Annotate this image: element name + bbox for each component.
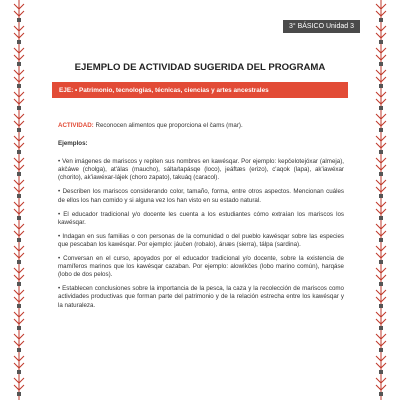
bullet-item: • Describen los mariscos considerando color, tamaño, forma, entre otros aspectos. Mencionan cuáles de ellos los han comido y si alguna vez los han visto en su estado natural. — [58, 188, 344, 204]
activity-text: Reconocen alimentos que proporciona el čams (mar). — [93, 122, 243, 129]
decorative-border-right — [374, 0, 388, 400]
examples-heading: Ejemplos: — [58, 140, 88, 148]
bullet-item: • Indagan en sus familias o con personas de la comunidad o del pueblo kawésqar sobre las especies que pescaban los kawésqar. Por ejemplo: jáučen (robalo), árıæs (sierra), tálpa (sardina). — [58, 232, 344, 248]
activity-content — [58, 122, 344, 316]
activity-label: ACTIVIDAD: — [58, 122, 94, 129]
eje-text: EJE: • Patrimonio, tecnologías, técnicas, ciencias y artes ancestrales — [59, 86, 269, 94]
activity-line — [58, 122, 344, 130]
bullet-item: • Conversan en el curso, apoyados por el educador tradicional y/o docente, sobre la existencia de mamíferos marinos que los kawésqar cazaban. Por ejemplo: alowíkčes (lobo marino común), harqáse (lobo de dos pelos). — [58, 255, 344, 279]
pattern-border-left-icon — [12, 0, 26, 400]
unit-badge: 3° BÁSICO Unidad 3 — [283, 20, 360, 33]
decorative-border-left — [12, 0, 26, 400]
bullet-item: • Establecen conclusiones sobre la importancia de la pesca, la caza y la recolección de mariscos como actividades productivas que forman parte del patrimonio y de la relación estrecha entre los kawésqar y la naturaleza. — [58, 285, 344, 309]
page-title: EJEMPLO DE ACTIVIDAD SUGERIDA DEL PROGRAMA — [74, 62, 326, 73]
pattern-border-right-icon — [374, 0, 388, 400]
eje-banner — [52, 82, 348, 98]
bullet-item: • Ven imágenes de mariscos y repiten sus nombres en kawésqar. Por ejemplo: kepčelotejóxar (almeja), akčáwe (cholga), at'álas (maucho), sálta/tapásqe (loco), jeáftæs (erizo), c'aqok (lapa), ak'iawéxar (chorito), ak'iawéxar-lájek (choro zapato), takuáq (caracol). — [58, 158, 344, 182]
bullet-item: • El educador tradicional y/o docente les cuenta a los estudiantes cómo extraían los mariscos los kawésqar. — [58, 210, 344, 226]
